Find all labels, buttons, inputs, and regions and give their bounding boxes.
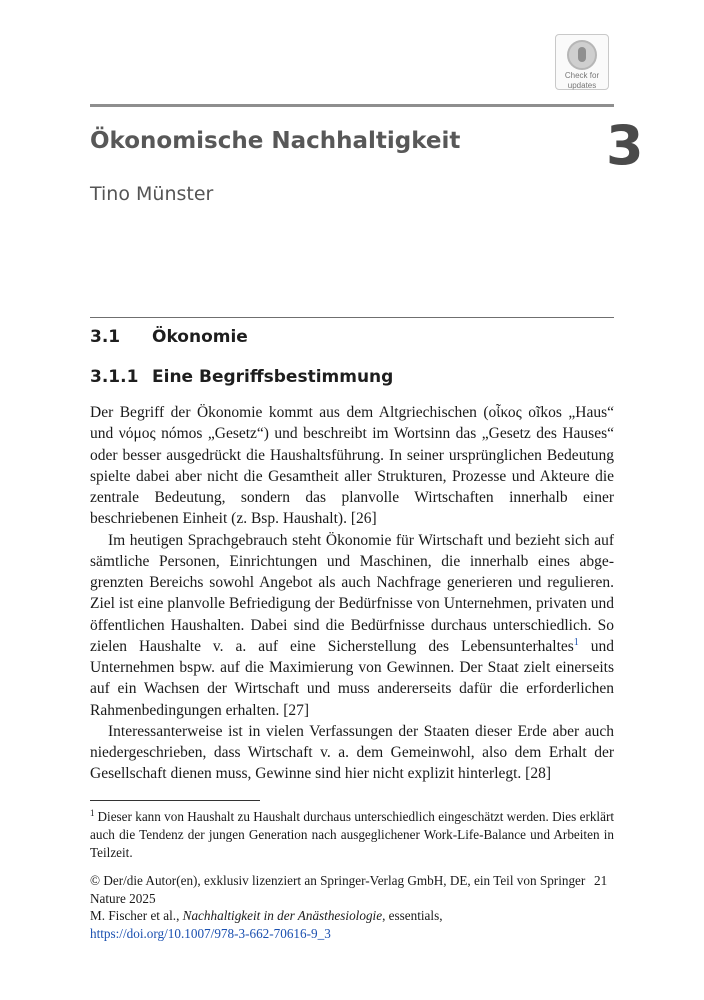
badge-label-2: updates <box>567 81 597 90</box>
footnote <box>90 808 614 862</box>
bookmark-icon <box>567 40 597 70</box>
doi-link[interactable]: https://doi.org/10.1007/978-3-662-70616-9_3 <box>90 925 331 941</box>
series-name: , essentials, <box>382 908 443 923</box>
footnote-marker: 1 <box>90 807 95 818</box>
body-text <box>90 402 614 785</box>
footnote-text: Dieser kann von Haushalt zu Haushalt durchaus unterschiedlich eingeschätzt werden. Dies erklärt auch die Tendenz der jungen Generation nach ausgeglichener Work-Life-Balance und Arbeiten in Teilzeit. <box>90 809 614 860</box>
paragraph-text: und Unternehmen bspw. auf die Maximierung von Gewinnen. Der Staat zielt einerseits auf ein Wachsen der Wirtschaft und muss andererseits dafür die erforderlichen Rahmenbedingungen erhalten. [27] <box>90 637 615 719</box>
section-title: Ökonomie <box>152 327 248 347</box>
copyright-block <box>90 872 590 942</box>
section-heading <box>90 327 248 347</box>
subsection-heading <box>90 367 393 387</box>
chapter-number: 3 <box>606 114 644 177</box>
subsection-number: 3.1.1 <box>90 367 139 387</box>
section-number: 3.1 <box>90 327 121 347</box>
check-for-updates-badge[interactable] <box>555 34 609 90</box>
section-rule <box>90 317 614 318</box>
citation-authors: M. Fischer et al., <box>90 908 183 923</box>
book-title: Nachhaltigkeit in der Anästhesiologie <box>182 908 383 923</box>
chapter-title: Ökonomische Nachhaltigkeit <box>90 128 461 154</box>
chapter-top-rule <box>90 104 614 107</box>
page-number: 21 <box>594 873 608 888</box>
paragraph <box>90 530 614 721</box>
subsection-title: Eine Begriffsbestimmung <box>152 367 394 387</box>
paragraph: Der Begriff der Ökonomie kommt aus dem Altgriechischen (οἶκος oĩkos „Haus“ und νόμος nómos „Gesetz“) und beschreibt im Wortsinn das „Gesetz des Hauses“ oder besser ausgedrückt die Haushaltsführung. In seiner ursprünglichen Bedeutung spielte dabei aber nicht die Gesamtheit aller Strukturen, Prozesse und Akteure die zentrale Bedeutung, sondern das planvolle Wirtschaften innerhalb einer beschriebenen Einheit (z. Bsp. Haushalt). [26] <box>90 404 614 528</box>
paragraph-text: Im heutigen Sprachgebrauch steht Ökonomie für Wirtschaft und bezieht sich auf sämtliche Personen, Einrichtungen und Maschinen, die innerhalb eines abgegrenzten Bereichs sowohl Angebot als auch Nachfrage generieren und regulieren. Ziel ist eine planvolle Befriedigung der Bedürfnisse von Unternehmen, privaten und öffentlichen Haushalten. Dabei sind die Bedürfnisse durchaus unterschiedlich. So zielen Haushalte v. a. auf eine Sicherstellung des Lebensunterhaltes <box>90 531 614 655</box>
paragraph: Interessanterweise ist in vielen Verfassungen der Staaten dieser Erde aber auch niedergeschrieben, dass Wirtschaft v. a. dem Gemeinwohl, also dem Erhalt der Gesellschaft dienen muss, Gewinne sind hier nicht explizit hinterlegt. [28] <box>90 722 614 783</box>
footnote-rule <box>90 800 260 801</box>
footnote-reference[interactable]: 1 <box>573 636 579 648</box>
chapter-author: Tino Münster <box>90 183 214 205</box>
badge-label-1: Check for <box>564 71 600 80</box>
copyright-line: © Der/die Autor(en), exklusiv lizenziert an Springer-Verlag GmbH, DE, ein Teil von Springer Nature 2025 <box>90 873 586 906</box>
